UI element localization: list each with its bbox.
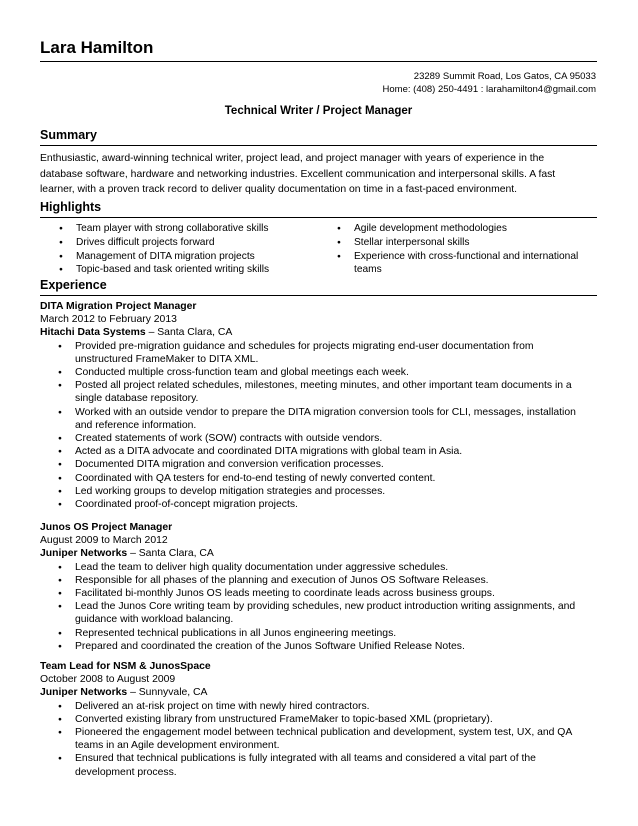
- summary-line: database software, hardware and networking industries. Excellent communication and interpersonal skills. A fast: [40, 168, 556, 180]
- experience-heading: Experience: [40, 278, 107, 292]
- highlight-item: ● Experience with cross-functional and international teams: [318, 250, 598, 278]
- company-name: Hitachi Data Systems: [40, 327, 146, 339]
- address-line: 23289 Summit Road, Los Gatos, CA 95033: [413, 71, 596, 82]
- experience-rule: [40, 295, 597, 296]
- company-name: Juniper Networks: [40, 548, 128, 560]
- contact-line: Home: (408) 250-4491 : larahamilton4@gmail.com: [382, 84, 596, 95]
- highlight-item: ● Management of DITA migration projects: [40, 250, 320, 264]
- candidate-name: Lara Hamilton: [40, 38, 154, 57]
- job-dates: October 2008 to August 2009: [40, 674, 176, 686]
- job-bullet: ● Ensured that technical publications is fully integrated with all teams and considered a vital part of the development process.: [40, 752, 590, 778]
- highlights-left-list: [40, 222, 320, 277]
- job-bullet: ● Pioneered the engagement model between technical publication and development, system test, UX, and QA teams in an Agile development environment.: [40, 726, 590, 752]
- job-title: Junos OS Project Manager: [40, 522, 173, 533]
- job-entry-juniper-nsm: [40, 660, 597, 779]
- job-bullet: ● Led working groups to develop mitigation strategies and processes.: [40, 485, 590, 498]
- highlights-right-list: [318, 222, 598, 277]
- company-location: – Sunnyvale, CA: [127, 687, 208, 699]
- header-rule: [40, 61, 597, 62]
- job-title: DITA Migration Project Manager: [40, 301, 197, 312]
- summary-line: Enthusiastic, award-winning technical writer, project lead, and project manager with years of experience in the: [40, 153, 545, 164]
- summary-heading: Summary: [40, 128, 97, 142]
- job-company-line: [40, 686, 597, 699]
- job-bullet: ● Coordinated with QA testers for end-to-end testing of newly converted content.: [40, 472, 590, 485]
- highlight-item: ● Agile development methodologies: [318, 222, 598, 236]
- job-bullet: ● Created statements of work (SOW) contracts with outside vendors.: [40, 432, 590, 445]
- highlights-heading: Highlights: [40, 200, 102, 214]
- summary-line: learner, with a proven track record to deliver quality documentation on time in a fast-paced environment.: [40, 184, 518, 195]
- job-bullet: ● Facilitated bi-monthly Junos OS leads meeting to coordinate leads across business groups.: [40, 587, 590, 600]
- job-bullets: [40, 340, 597, 512]
- job-bullet: ● Lead the team to deliver high quality documentation under aggressive schedules.: [40, 561, 590, 574]
- job-bullet: ● Conducted multiple cross-function team and global meetings each week.: [40, 366, 590, 379]
- highlight-item: ● Stellar interpersonal skills: [318, 236, 598, 250]
- job-company-line: [40, 326, 597, 339]
- job-title-heading: Technical Writer / Project Manager: [224, 105, 413, 117]
- job-bullet: ● Prepared and coordinated the creation of the Junos Software Unified Release Notes.: [40, 640, 590, 653]
- job-bullet: ● Coordinated proof-of-concept migration projects.: [40, 498, 590, 511]
- highlight-item: ● Topic-based and task oriented writing skills: [40, 263, 320, 277]
- job-bullet: ● Posted all project related schedules, milestones, meeting minutes, and other important team documents in a single database repository.: [40, 379, 590, 405]
- job-bullet: ● Worked with an outside vendor to prepare the DITA migration conversion tools for CLI, messages, installation and reference information.: [40, 406, 590, 432]
- job-entry-hitachi: [40, 300, 597, 511]
- job-bullets: [40, 700, 597, 779]
- job-bullets: [40, 561, 597, 653]
- job-bullet: ● Represented technical publications in all Junos engineering meetings.: [40, 627, 590, 640]
- job-bullet: ● Documented DITA migration and conversion verification processes.: [40, 458, 590, 471]
- job-bullet: ● Acted as a DITA advocate and coordinated DITA migrations with global team in Asia.: [40, 445, 590, 458]
- highlight-item: ● Team player with strong collaborative skills: [40, 222, 320, 236]
- summary-text: [40, 151, 597, 198]
- job-dates: March 2012 to February 2013: [40, 314, 177, 326]
- company-name: Juniper Networks: [40, 687, 128, 699]
- job-dates: August 2009 to March 2012: [40, 535, 168, 547]
- job-bullet: ● Lead the Junos Core writing team by providing schedules, new product introduction writing assignments, and guidance with workload balancing.: [40, 600, 590, 626]
- highlights-rule: [40, 217, 597, 218]
- job-bullet: ● Delivered an at-risk project on time with newly hired contractors.: [40, 700, 590, 713]
- job-entry-juniper-junos: [40, 521, 597, 653]
- job-bullet: ● Responsible for all phases of the planning and execution of Junos OS Software Releases.: [40, 574, 590, 587]
- company-location: – Santa Clara, CA: [127, 548, 214, 560]
- job-bullet: ● Provided pre-migration guidance and schedules for projects migrating end-user documentation from unstructured FrameMaker to DITA XML.: [40, 340, 590, 366]
- job-company-line: [40, 547, 597, 560]
- highlight-item: ● Drives difficult projects forward: [40, 236, 320, 250]
- job-title: Team Lead for NSM & JunosSpace: [40, 661, 211, 672]
- job-bullet: ● Converted existing library from unstructured FrameMaker to topic-based XML (proprietary).: [40, 713, 590, 726]
- company-location: – Santa Clara, CA: [145, 327, 233, 339]
- summary-rule: [40, 145, 597, 146]
